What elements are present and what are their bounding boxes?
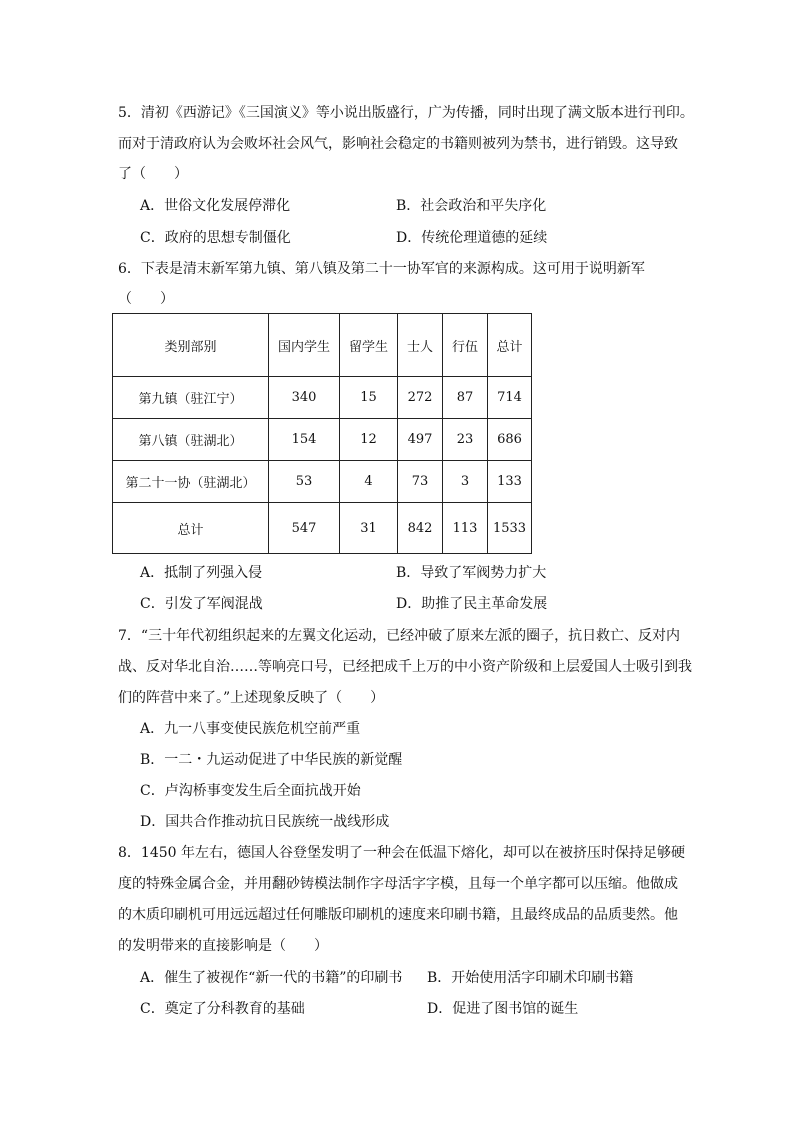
q8-stem-line-3: 的木质印刷机可用远远超过任何雕版印刷机的速度来印刷书籍，且最终成品的品质斐然。他	[118, 907, 678, 923]
table-cell: 15	[340, 377, 398, 419]
table-cell: 714	[488, 377, 532, 419]
q6-option-a: A．抵制了列强入侵	[140, 565, 263, 581]
q7-option-a: A．九一八事变使民族危机空前严重	[140, 721, 361, 737]
q5-option-d: D．传统伦理道德的延续	[396, 230, 548, 246]
q5-stem-line-2: 而对于清政府认为会败坏社会风气，影响社会稳定的书籍则被列为禁书，进行销毁。这导致	[118, 136, 678, 152]
q8-stem-line-1: 8．1450 年左右，德国人谷登堡发明了一种会在低温下熔化，却可以在被挤压时保持足够硬	[118, 845, 685, 861]
table-cell: 12	[340, 419, 398, 461]
table-cell: 113	[443, 503, 488, 554]
table-cell: 340	[269, 377, 340, 419]
table-cell: 272	[398, 377, 443, 419]
q7-stem-line-3: 们的阵营中来了。”上述现象反映了（ ）	[118, 690, 385, 706]
q7-option-b: B．一二・九运动促进了中华民族的新觉醒	[140, 752, 403, 768]
table-cell: 547	[269, 503, 340, 554]
table-cell: 686	[488, 419, 532, 461]
table-cell: 31	[340, 503, 398, 554]
table-header-row	[113, 314, 532, 377]
q7-stem-line-2: 战、反对华北自治……等响亮口号，已经把成千上万的中小资产阶级和上层爱国人士吸引到我	[118, 659, 692, 675]
q6-officer-source-table	[112, 313, 532, 554]
table-header-cell: 类别部别	[113, 314, 269, 377]
table-cell: 第二十一协（驻湖北）	[113, 461, 269, 503]
table-row	[113, 461, 532, 503]
table-cell: 3	[443, 461, 488, 503]
q6-option-b: B．导致了军阀势力扩大	[396, 565, 547, 581]
table-total-row	[113, 503, 532, 554]
q5-option-a: A．世俗文化发展停滞化	[140, 198, 291, 214]
table-cell: 第九镇（驻江宁）	[113, 377, 269, 419]
table-cell: 第八镇（驻湖北）	[113, 419, 269, 461]
q7-option-c: C．卢沟桥事变发生后全面抗战开始	[140, 783, 361, 799]
table-cell: 73	[398, 461, 443, 503]
q5-stem-line-1: 5．清初《西游记》《三国演义》等小说出版盛行，广为传播，同时出现了满文版本进行刊印。	[118, 105, 694, 121]
q8-option-a: A．催生了被视作“新一代的书籍”的印刷书	[140, 970, 403, 986]
q5-option-b: B．社会政治和平失序化	[396, 198, 547, 214]
q7-option-d: D．国共合作推动抗日民族统一战线形成	[140, 814, 390, 830]
q6-stem-line-1: 6．下表是清末新军第九镇、第八镇及第二十一协军官的来源构成。这可用于说明新军	[118, 261, 645, 277]
table-cell: 总计	[113, 503, 269, 554]
table-cell: 497	[398, 419, 443, 461]
q6-option-c: C．引发了军阀混战	[140, 596, 263, 612]
table-cell: 4	[340, 461, 398, 503]
table-cell: 154	[269, 419, 340, 461]
table-header-cell: 行伍	[443, 314, 488, 377]
table-cell: 1533	[488, 503, 532, 554]
table-header-cell: 士人	[398, 314, 443, 377]
table-row	[113, 419, 532, 461]
q6-stem-line-2: （ ）	[118, 291, 174, 307]
table-cell: 133	[488, 461, 532, 503]
q8-option-b: B．开始使用活字印刷术印刷书籍	[427, 970, 634, 986]
q7-stem-line-1: 7．“三十年代初组织起来的左翼文化运动，已经冲破了原来左派的圈子，抗日救亡、反对内	[118, 628, 681, 644]
table-cell: 53	[269, 461, 340, 503]
table-row	[113, 377, 532, 419]
q8-option-d: D．促进了图书馆的诞生	[427, 1001, 579, 1017]
table-header-cell: 国内学生	[269, 314, 340, 377]
table-cell: 842	[398, 503, 443, 554]
q5-stem-line-3: 了（ ）	[118, 166, 188, 182]
q8-stem-line-4: 的发明带来的直接影响是（ ）	[118, 938, 328, 954]
q8-option-c: C．奠定了分科教育的基础	[140, 1001, 305, 1017]
q5-option-c: C．政府的思想专制僵化	[140, 230, 291, 246]
table-header-cell: 留学生	[340, 314, 398, 377]
table-cell: 23	[443, 419, 488, 461]
table-header-cell: 总计	[488, 314, 532, 377]
q8-stem-line-2: 度的特殊金属合金，并用翻砂铸模法制作字母活字字模，且每一个单字都可以压缩。他做成	[118, 876, 678, 892]
table-cell: 87	[443, 377, 488, 419]
q6-option-d: D．助推了民主革命发展	[396, 596, 548, 612]
